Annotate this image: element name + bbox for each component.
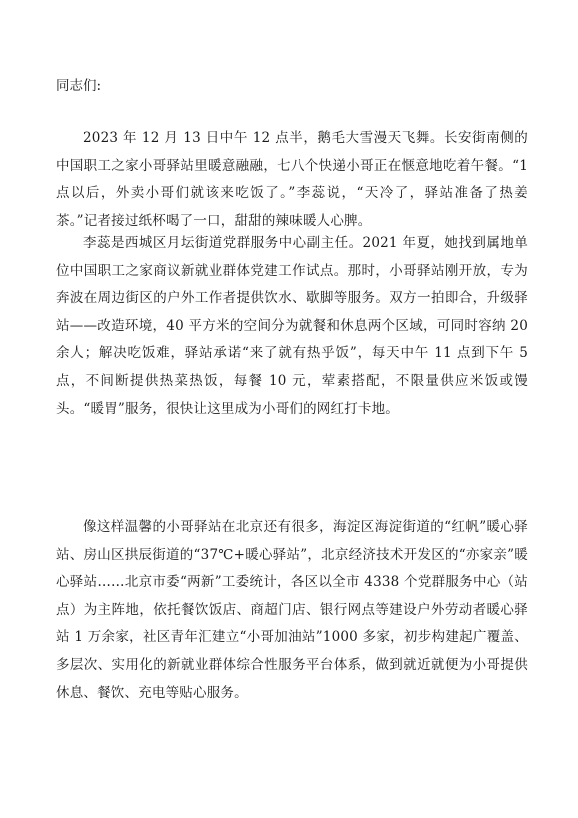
greeting-line: 同志们: — [56, 78, 102, 94]
paragraph-snowy-noon: 2023 年 12 月 13 日中午 12 点半，鹅毛大雪漫天飞舞。长安街南侧的中国职工之家小哥驿站里暖意融融，七八个快递小哥正在惬意地吃着午餐。“1 点以后，外卖小哥们就该来吃饭了。”李蕊说，“天冷了，驿站准备了热姜茶。”记者接过纸杯喝了一口，甜甜的辣味暖人心脾。 — [56, 130, 528, 229]
paragraph-li-rui-station: 李蕊是西城区月坛街道党群服务中心副主任。2021 年夏，她找到属地单位中国职工之家商议新就业群体党建工作试点。那时，小哥驿站刚开放，专为奔波在周边街区的户外工作者提供饮水、歇脚等服务。双方一拍即合，升级驿站——改造环境，40 平方米的空间分为就餐和休息两个区域，可同时容纳 20 余人；解决吃饭难，驿站承诺“来了就有热乎饭”，每天中午 11 点到下午 5 点，不间断提供热菜热饭，每餐 10 元，荤素搭配，不限量供应米饭或馒头。“暖胃”服务，很快让这里成为小哥们的网红打卡地。 — [56, 235, 528, 417]
paragraph-beijing-stations: 像这样温馨的小哥驿站在北京还有很多，海淀区海淀街道的“红帆”暖心驿站、房山区拱辰街道的“37℃+暖心驿站”，北京经济技术开发区的“亦家亲”暖心驿站……北京市委“两新”工委统计，各区以全市 4338 个党群服务中心（站点）为主阵地，依托餐饮饭店、商超门店、银行网点等建设户外劳动者暖心驿站 1 万余家，社区青年汇建立“小哥加油站”1000 多家，初步构建起广覆盖、多层次、实用化的新就业群体综合性服务平台体系，做到就近就便为小哥提供休息、餐饮、充电等贴心服务。 — [56, 519, 528, 701]
